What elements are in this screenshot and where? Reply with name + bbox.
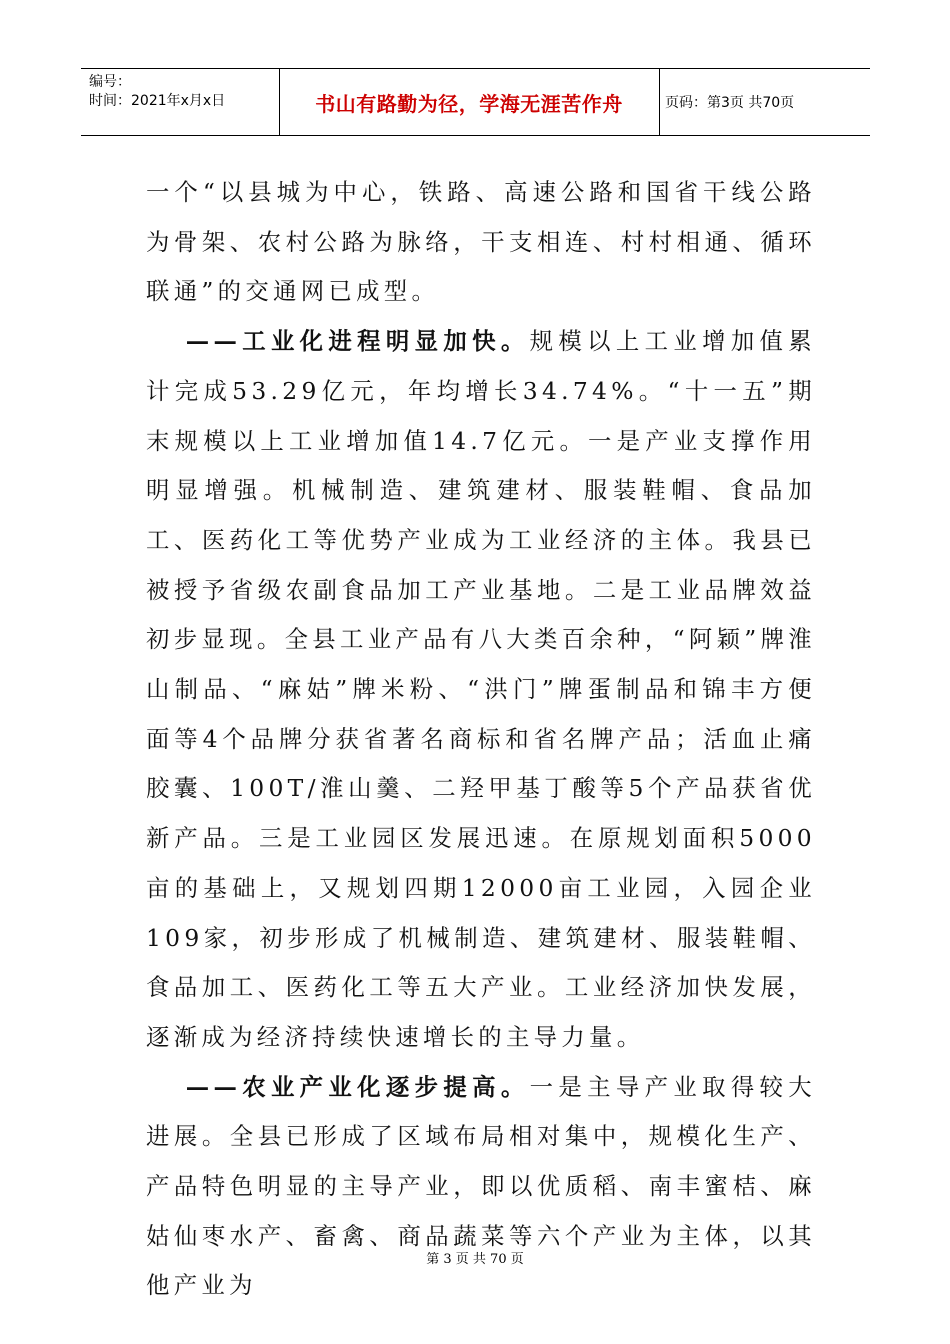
- document-body: [146, 168, 816, 1311]
- header-number-label: 编号：: [89, 74, 131, 90]
- paragraph-transport: 一个“以县城为中心，铁路、高速公路和国省干线公路为骨架、农村公路为脉络，干支相连、村村相通、循环联通”的交通网已成型。: [146, 178, 816, 306]
- paragraph-text: 规模以上工业增加值累计完成53.29亿元，年均增长34.74%。“十一五”期末规模以上工业增加值14.7亿元。一是产业支撑作用明显增强。机械制造、建筑建材、服装鞋帽、食品加工、医药化工等优势产业成为工业经济的主体。我县已被授予省级农副食品加工产业基地。二是工业品牌效益初步显现。全县工业产品有八大类百余种，“阿颖”牌淮山制品、“麻姑”牌米粉、“洪门”牌蛋制品和锦丰方便面等4个品牌分获省著名商标和省名牌产品；活血止痛胶囊、100T/淮山羹、二羟甲基丁酸等5个产品获省优新产品。三是工业园区发展迅速。在原规划面积5000亩的基础上，又规划四期12000亩工业园，入园企业109家，初步形成了机械制造、建筑建材、服装鞋帽、食品加工、医药化工等五大产业。工业经济加快发展，逐渐成为经济持续快速增长的主导力量。: [146, 327, 816, 1051]
- page-footer: [0, 1248, 950, 1267]
- footer-page-number: 第 3 页 共 70 页: [426, 1252, 524, 1267]
- header-time-label: 时间：2021年x月x日: [89, 93, 226, 109]
- header-meta: [89, 73, 277, 111]
- document-header: [81, 68, 870, 136]
- paragraph-agriculture: [146, 1063, 816, 1312]
- header-divider: [279, 69, 280, 135]
- header-motto: 书山有路勤为径，学海无涯苦作舟: [315, 91, 623, 116]
- paragraph-heading: ——农业产业化逐步提高。: [185, 1072, 530, 1101]
- header-divider: [659, 69, 660, 135]
- paragraph-heading: ——工业化进程明显加快。: [185, 327, 530, 356]
- header-page-info: 页码：第3页 共70页: [665, 95, 795, 111]
- paragraph-industry: [146, 317, 816, 1063]
- paragraph-text: 一是主导产业取得较大进展。全县已形成了区域布局相对集中，规模化生产、产品特色明显的主导产业，即以优质稻、南丰蜜桔、麻姑仙枣水产、畜禽、商品蔬菜等六个产业为主体，以其他产业为: [146, 1072, 816, 1300]
